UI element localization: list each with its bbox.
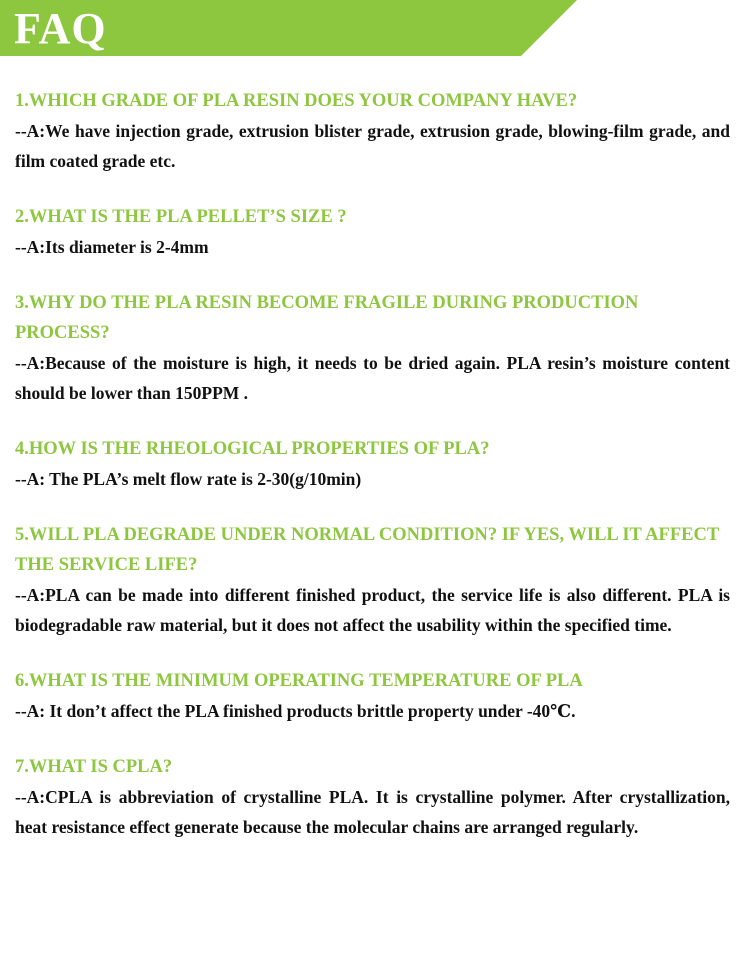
faq-answer: --A:PLA can be made into different finished product, the service life is also different. PLA is biodegradable raw material, but it does not affect the usability within the specified time. (15, 585, 730, 635)
faq-question: 5.WILL PLA DEGRADE UNDER NORMAL CONDITION? IF YES, WILL IT AFFECT THE SERVICE LIFE? (15, 525, 719, 575)
faq-question: 2.WHAT IS THE PLA PELLET’S SIZE ? (15, 207, 347, 227)
banner-shape (0, 0, 750, 56)
page-title: FAQ (14, 4, 107, 53)
faq-item-4 (15, 434, 730, 494)
faq-answer: --A: It don’t affect the PLA finished products brittle property under -40℃. (15, 701, 576, 721)
faq-answer: --A:CPLA is abbreviation of crystalline PLA. It is crystalline polymer. After crystallization, heat resistance effect generate because the molecular chains are arranged regularly. (15, 787, 730, 837)
faq-item-1 (15, 86, 730, 176)
faq-item-6 (15, 666, 730, 726)
faq-answer: --A:Its diameter is 2-4mm (15, 237, 209, 257)
faq-question: 4.HOW IS THE RHEOLOGICAL PROPERTIES OF PLA? (15, 439, 490, 459)
faq-answer: --A:We have injection grade, extrusion blister grade, extrusion grade, blowing-film grade, and film coated grade etc. (15, 121, 730, 171)
faq-item-3 (15, 288, 730, 408)
faq-answer: --A:Because of the moisture is high, it needs to be dried again. PLA resin’s moisture content should be lower than 150PPM . (15, 353, 730, 403)
faq-question: 1.WHICH GRADE OF PLA RESIN DOES YOUR COMPANY HAVE? (15, 91, 578, 111)
faq-item-7 (15, 752, 730, 842)
faq-list (15, 86, 730, 868)
faq-item-2 (15, 202, 730, 262)
faq-banner (0, 0, 750, 56)
faq-item-5 (15, 520, 730, 640)
faq-question: 6.WHAT IS THE MINIMUM OPERATING TEMPERATURE OF PLA (15, 671, 583, 691)
faq-question: 3.WHY DO THE PLA RESIN BECOME FRAGILE DURING PRODUCTION PROCESS? (15, 293, 639, 343)
faq-question: 7.WHAT IS CPLA? (15, 757, 173, 777)
faq-answer: --A: The PLA’s melt flow rate is 2-30(g/10min) (15, 469, 362, 489)
